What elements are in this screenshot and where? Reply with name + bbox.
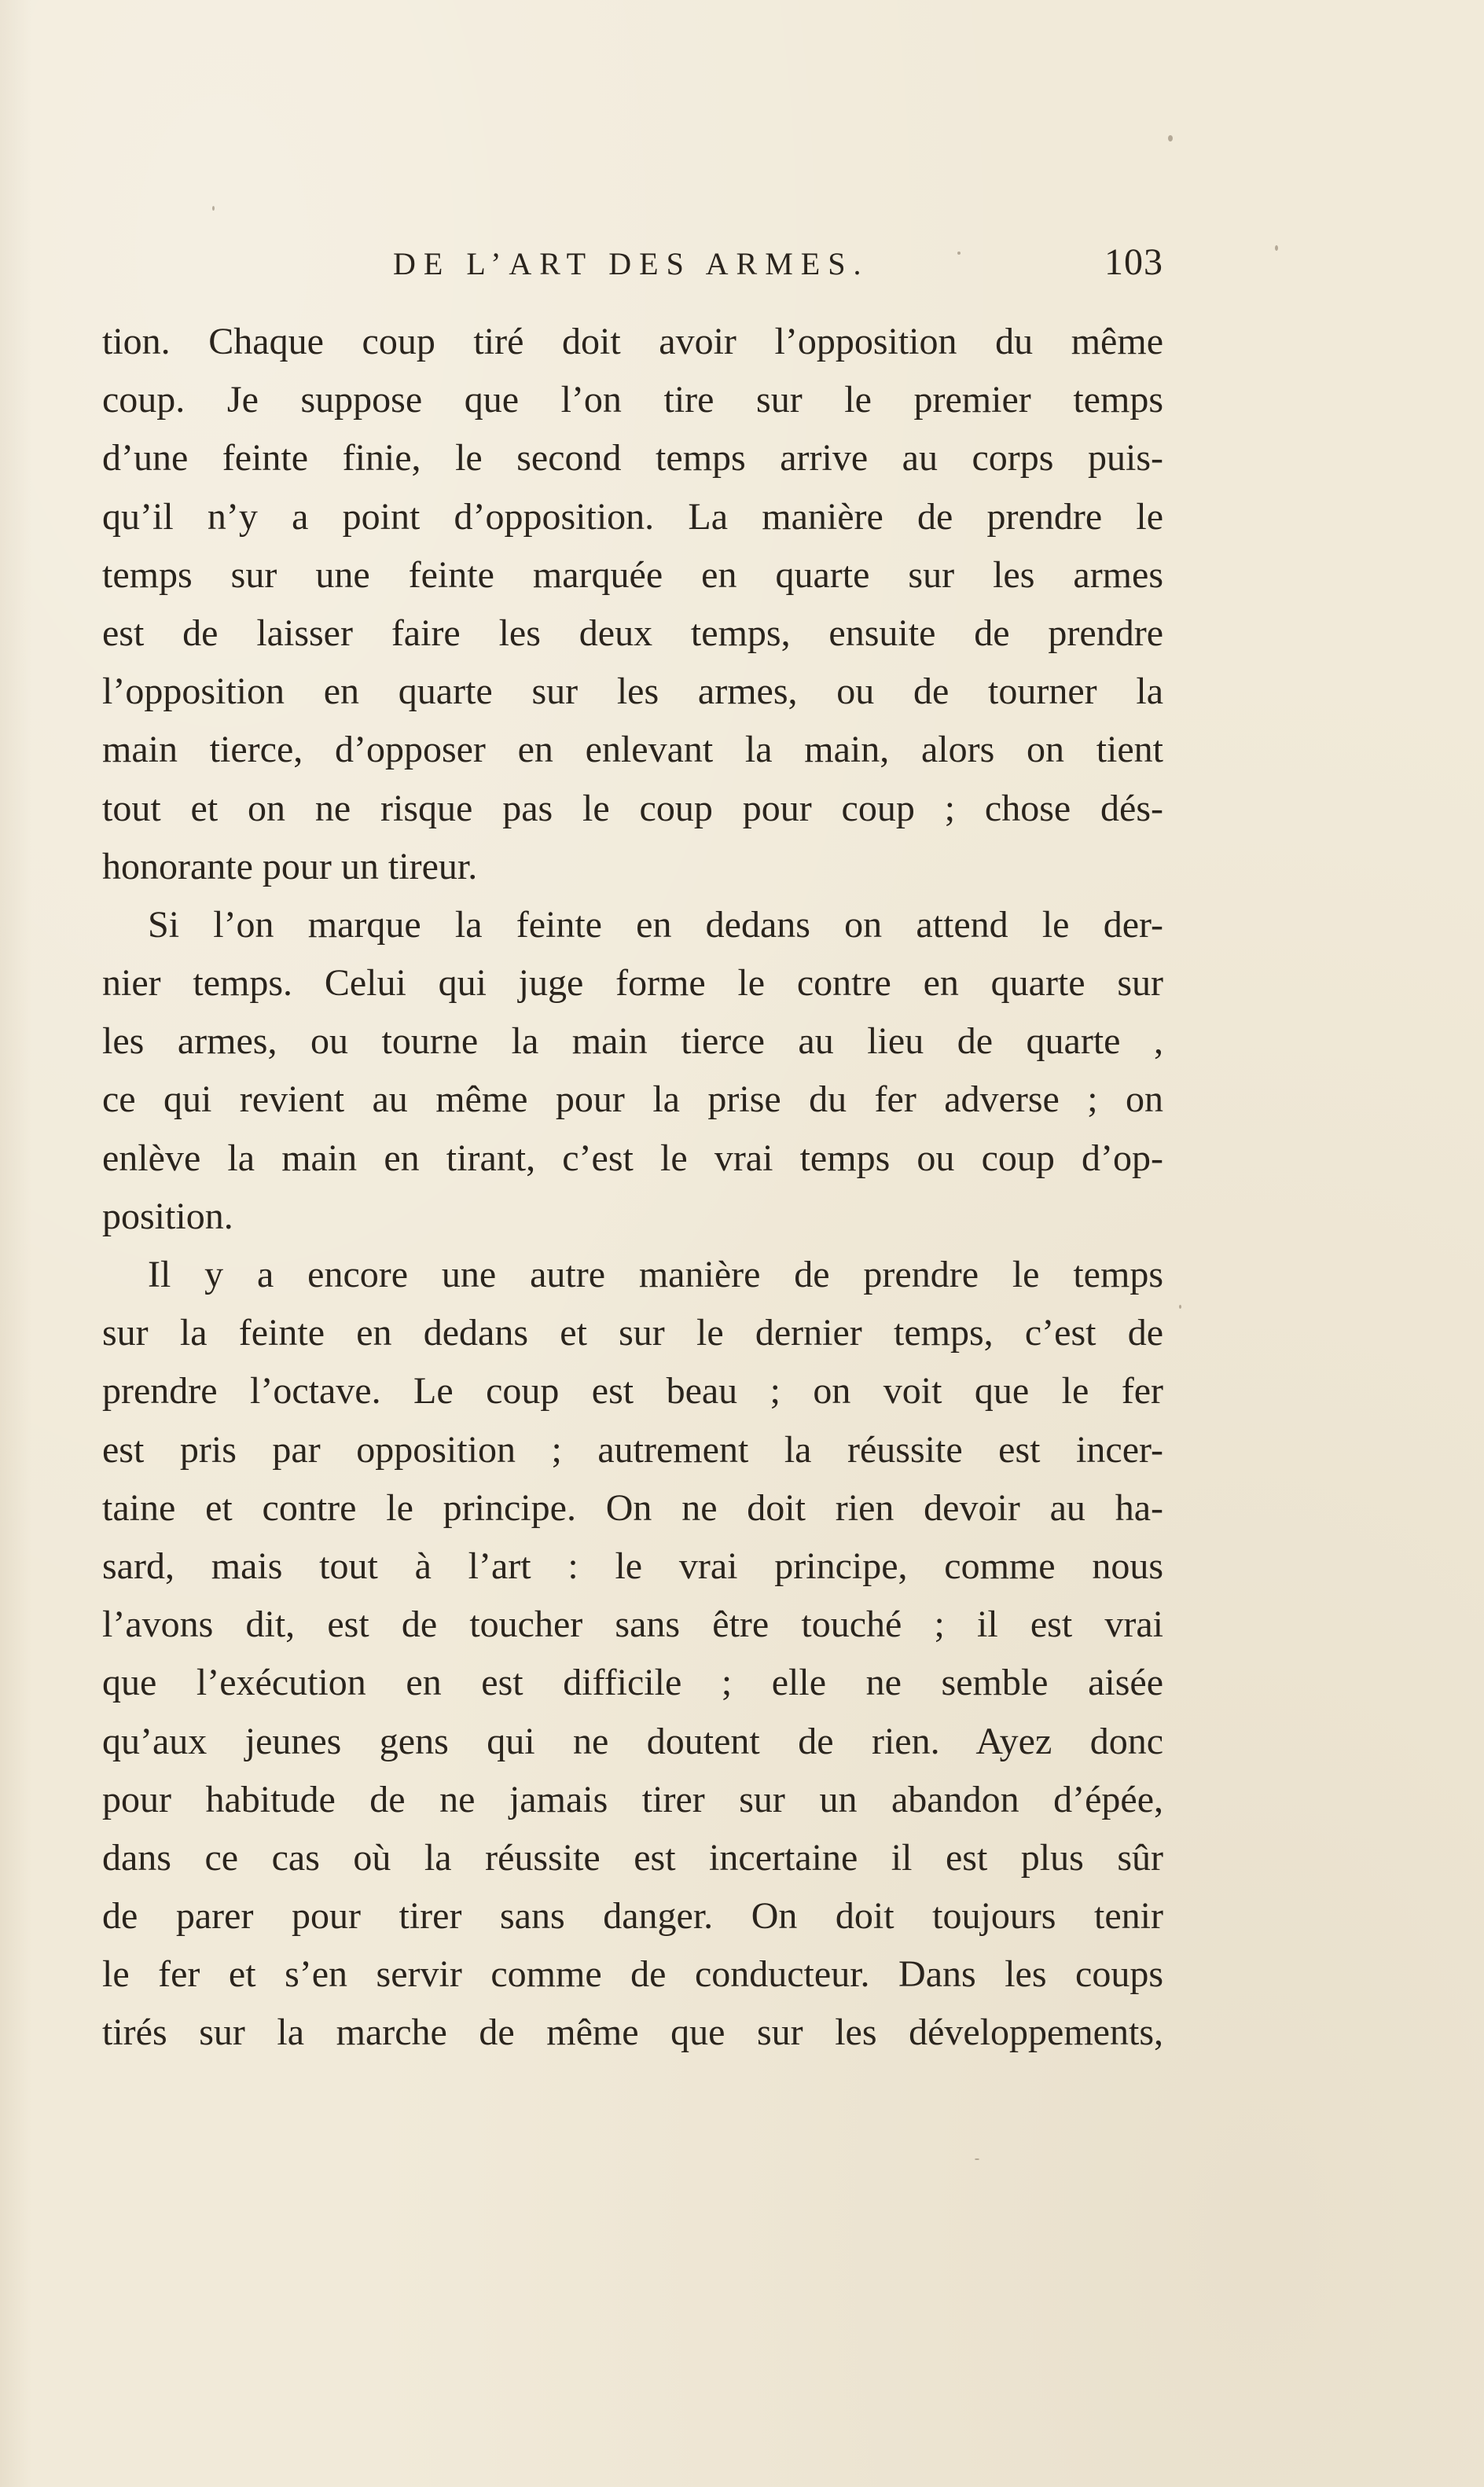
body-text <box>102 313 1163 2063</box>
running-title: DE L’ART DES ARMES. <box>393 246 869 281</box>
text-line: coup. Je suppose que l’on tire sur le premier temps <box>102 379 1163 421</box>
text-line: est de laisser faire les deux temps, ensuite de prendre <box>102 612 1163 654</box>
text-line: est pris par opposition ; autrement la réussite est incer- <box>102 1428 1163 1471</box>
text-line: de parer pour tirer sans danger. On doit toujours tenir <box>102 1895 1163 1938</box>
text-line: le fer et s’en servir comme de conducteur. Dans les coups <box>102 1953 1163 1996</box>
text-line: qu’aux jeunes gens qui ne doutent de rien. Ayez donc <box>102 1720 1163 1762</box>
text-line: Il y a encore une autre manière de prendre le temps <box>148 1254 1163 1295</box>
paper-speck <box>1168 135 1173 141</box>
text-line: tout et on ne risque pas le coup pour coup ; chose dés- <box>102 787 1163 829</box>
text-line: les armes, ou tourne la main tierce au lieu de quarte , <box>102 1020 1163 1063</box>
text-line: pour habitude de ne jamais tirer sur un abandon d’épée, <box>102 1778 1163 1820</box>
text-line: honorante pour un tireur. <box>102 845 478 887</box>
text-line: l’avons dit, est de toucher sans être touché ; il est vrai <box>102 1604 1163 1646</box>
text-line: enlève la main en tirant, c’est le vrai temps ou coup d’op- <box>102 1137 1163 1179</box>
paper-speck <box>1179 1305 1181 1309</box>
paper-speck <box>1275 245 1278 251</box>
text-line: d’une feinte finie, le second temps arrive au corps puis- <box>102 437 1163 479</box>
text-line: taine et contre le principe. On ne doit rien devoir au ha- <box>102 1486 1163 1529</box>
text-line: prendre l’octave. Le coup est beau ; on voit que le fer <box>102 1370 1163 1412</box>
text-line: tion. Chaque coup tiré doit avoir l’opposition du même <box>102 321 1163 362</box>
text-line: tirés sur la marche de même que sur les développements, <box>102 2011 1163 2054</box>
text-line: ce qui revient au même pour la prise du fer adverse ; on <box>102 1078 1163 1121</box>
text-line: dans ce cas où la réussite est incertaine il est plus sûr <box>102 1836 1163 1879</box>
text-line: l’opposition en quarte sur les armes, ou de tourner la <box>102 670 1163 713</box>
text-line: main tierce, d’opposer en enlevant la main, alors on tient <box>102 729 1163 771</box>
text-line: Si l’on marque la feinte en dedans on attend le der- <box>148 903 1163 946</box>
text-line: qu’il n’y a point d’opposition. La manière de prendre le <box>102 495 1163 538</box>
text-line: nier temps. Celui qui juge forme le contre en quarte sur <box>102 962 1163 1005</box>
text-line: sur la feinte en dedans et sur le dernier temps, c’est de <box>102 1312 1163 1354</box>
text-line: position. <box>102 1195 233 1237</box>
text-line: sard, mais tout à l’art : le vrai principe, comme nous <box>102 1545 1163 1587</box>
paper-speck <box>975 2158 979 2160</box>
page-number: 103 <box>1104 241 1163 283</box>
paper-speck <box>212 206 215 211</box>
text-line: que l’exécution en est difficile ; elle ne semble aisée <box>102 1662 1163 1704</box>
text-line: temps sur une feinte marquée en quarte sur les armes <box>102 553 1163 596</box>
running-head <box>393 241 1163 292</box>
